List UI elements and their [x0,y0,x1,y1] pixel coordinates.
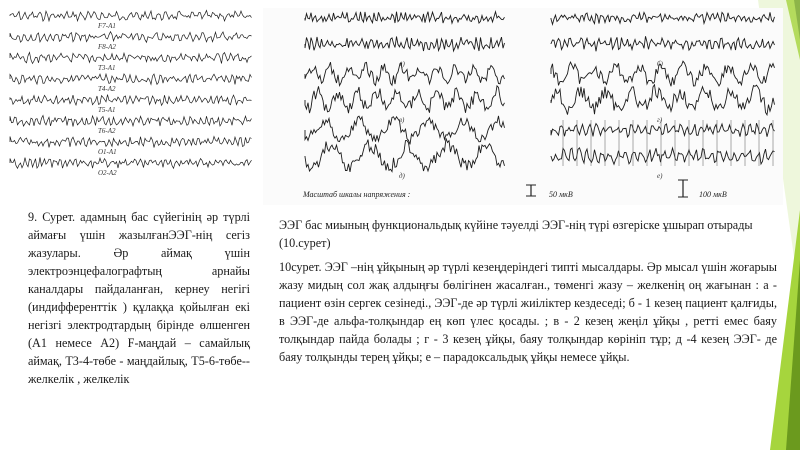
figure-10-caption [279,258,777,366]
channel-label: F8-A2 [98,43,116,51]
eeg-trace-bottom [305,37,505,52]
panel-label: д) [399,172,405,180]
eeg-trace-top [551,12,775,24]
eeg-trace-top [551,123,775,137]
channel-label: T4-A2 [98,85,116,93]
eeg-trace-t3-a1 [10,52,252,63]
eeg-trace-t6-a2 [10,116,252,127]
channel-label: F7-A1 [98,22,116,30]
scale-50-label: 50 мкВ [549,190,573,199]
panel-label: в) [399,116,405,124]
eeg-trace-top [305,116,505,144]
eeg-trace-bottom [551,85,775,115]
channel-label: O1-A1 [98,148,117,156]
eeg-trace-bottom [551,148,775,165]
eeg-trace-top [305,12,505,24]
channel-label: T3-A1 [98,64,116,72]
panel-label: б) [657,60,663,68]
panel-label: е) [657,172,663,180]
eeg-trace-bottom [305,138,505,172]
eeg-trace-o2-a2 [10,157,252,168]
figure-9-caption: 9. Сурет. адамның бас сүйегінің әр түрлі аймағы үшін жазылғанЭЭГ-нің сегіз жазулары. Әр аймақ үшін электроэнцефалографтың арнайы каналдары пайдаланған, кернеу негігі (индифференттік ) құлаққа қойылған екі негізгі электродтардың бірінде өлшенген (A1 немесе A2) F-маңдай – самайлық аймақ, T3-4-төбе - маңдайлық, T5-6-төбе-- желкелік , желкелік [28,210,250,386]
voltage-scale [302,180,727,199]
figure-10-caption-text: 10сурет. ЭЭГ –нің ұйқының әр түрлі кезеңдеріндегі типті мысалдары. Әр мысал үшін жоғарыы жазу мидың сол жақ алдыңғы бөлігінен жасалған., төменгі жазу – желкенің оң жағынан : а - пациент өзін сергек сезінеді., ЭЭГ-де әр түрлі жиіліктер кездеседі; б - 1 кезең пациент қалғиды, в ЭЭГ-де альфа-толқындар ең көп үлес қосады. ; в - 2 кезең жеңіл ұйқы , ретті емес баяу толқындар пайда болады ; г - 3 кезең ұйқы, баяу толқындар көрініп тұр; д -4 кезең ЭЭГ- де баяу толқынды терең ұйқы; е – парадоксальдық ұйқы немесе ұйқы. [279,260,777,364]
eeg-trace-bottom [305,86,505,113]
panel-label: г) [657,116,663,124]
channel-label: O2-A2 [98,169,117,177]
scale-caption: Масштаб шкалы напряжения : [303,190,411,199]
panel-label: а) [399,60,405,68]
channel-label: T5-A1 [98,106,116,114]
eeg-trace-o1-a1 [10,137,252,148]
eeg-trace-t5-a1 [10,95,252,106]
paragraph-intro: ЭЭГ бас миының функциональдық күйіне тәуелді ЭЭГ-нің түрі өзгеріске ұшырап отырады (10.сурет) [279,218,753,250]
eeg-figure-10 [263,8,783,205]
channel-label: T6-A2 [98,127,116,135]
eeg-trace-t4-a2 [10,74,252,85]
scale-100-label: 100 мкВ [699,190,727,199]
eeg-figure-9 [6,8,256,198]
eeg-trace-f8-a2 [10,32,252,43]
eeg-trace-bottom [551,36,775,51]
eeg-trace-f7-a1 [10,10,252,21]
